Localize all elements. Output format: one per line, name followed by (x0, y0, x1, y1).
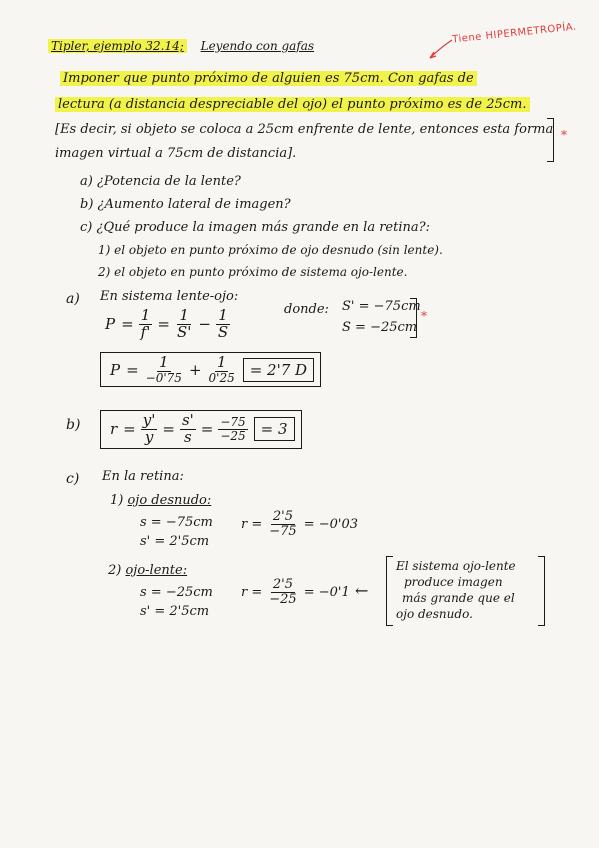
part-a-label: a) (66, 291, 80, 307)
values-bracket (410, 298, 417, 338)
question-c1: 1) el objeto en punto próximo de ojo desnudo (sin lente). (98, 243, 443, 257)
lens-equation: P = $\frac{1}{f'}$ = $\frac{1}{S'}$ − $\frac{1}{S}$ (105, 306, 229, 341)
question-a: a) ¿Potencia de la lente? (80, 174, 241, 189)
case1-s-prime: s' = 2'5cm (140, 534, 210, 549)
statement-bracket (547, 118, 554, 162)
case1-title: 1) ojo desnudo: (110, 493, 212, 508)
note-line-4: ojo desnudo. (396, 607, 473, 621)
power-value-box: = 2'7 D (243, 358, 314, 382)
question-c: c) ¿Qué produce la imagen más grande en la retina?: (80, 220, 430, 235)
question-c2: 2) el objeto en punto próximo de sistema ojo-lente. (98, 265, 408, 279)
case2-magnification: r = $\frac{2'5}{-25}$ = −0'1 (241, 577, 350, 607)
case1-magnification: r = $\frac{2'5}{-75}$ = −0'03 (241, 509, 358, 539)
part-c-label: c) (66, 471, 80, 487)
note-line-2: produce imagen (404, 575, 503, 589)
note-line-1: El sistema ojo-lente (396, 559, 516, 573)
note-bracket-left (386, 556, 393, 626)
case2-s-prime: s' = 2'5cm (140, 604, 210, 619)
s-prime-value: S' = −75cm (342, 299, 421, 314)
part-c-heading: En la retina: (102, 469, 184, 484)
donde-label: donde: (284, 302, 329, 317)
note-line-3: más grande que el (402, 591, 515, 605)
note-bracket-right (538, 556, 545, 626)
conclusion-arrow: ← (355, 581, 369, 600)
statement-line-3: [Es decir, si objeto se coloca a 25cm enfrente de lente, entonces esta forma (55, 122, 554, 137)
magnification-value-box: = 3 (254, 417, 295, 441)
part-b-label: b) (66, 417, 81, 433)
s-value: S = −25cm (342, 320, 418, 335)
title-right: Leyendo con gafas (200, 39, 315, 53)
case2-title: 2) ojo-lente: (108, 563, 188, 578)
statement-line-1: Imponer que punto próximo de alguien es 75cm. Con gafas de (60, 72, 477, 86)
magnification-result: r = $\frac{y'}{y}$ = $\frac{s'}{s}$ = $\frac{-75}{-25}$ = 3 (100, 410, 302, 449)
part-a-heading: En sistema lente-ojo: (100, 289, 239, 304)
statement-star: * (561, 128, 567, 142)
case1-s: s = −75cm (140, 515, 213, 530)
values-star: * (421, 309, 427, 323)
title-left: Tipler, ejemplo 32.14; (48, 39, 187, 53)
statement-line-2: lectura (a distancia despreciable del ojo) el punto próximo es de 25cm. (55, 98, 530, 112)
case2-s: s = −25cm (140, 585, 213, 600)
power-result: P = $\frac{1}{-0'75}$ + $\frac{1}{0'25}$ = 2'7 D (100, 352, 321, 387)
statement-line-4: imagen virtual a 75cm de distancia]. (55, 146, 297, 161)
red-note: Tiene HIPERMETROPÍA. (451, 21, 578, 46)
question-b: b) ¿Aumento lateral de imagen? (80, 197, 291, 212)
